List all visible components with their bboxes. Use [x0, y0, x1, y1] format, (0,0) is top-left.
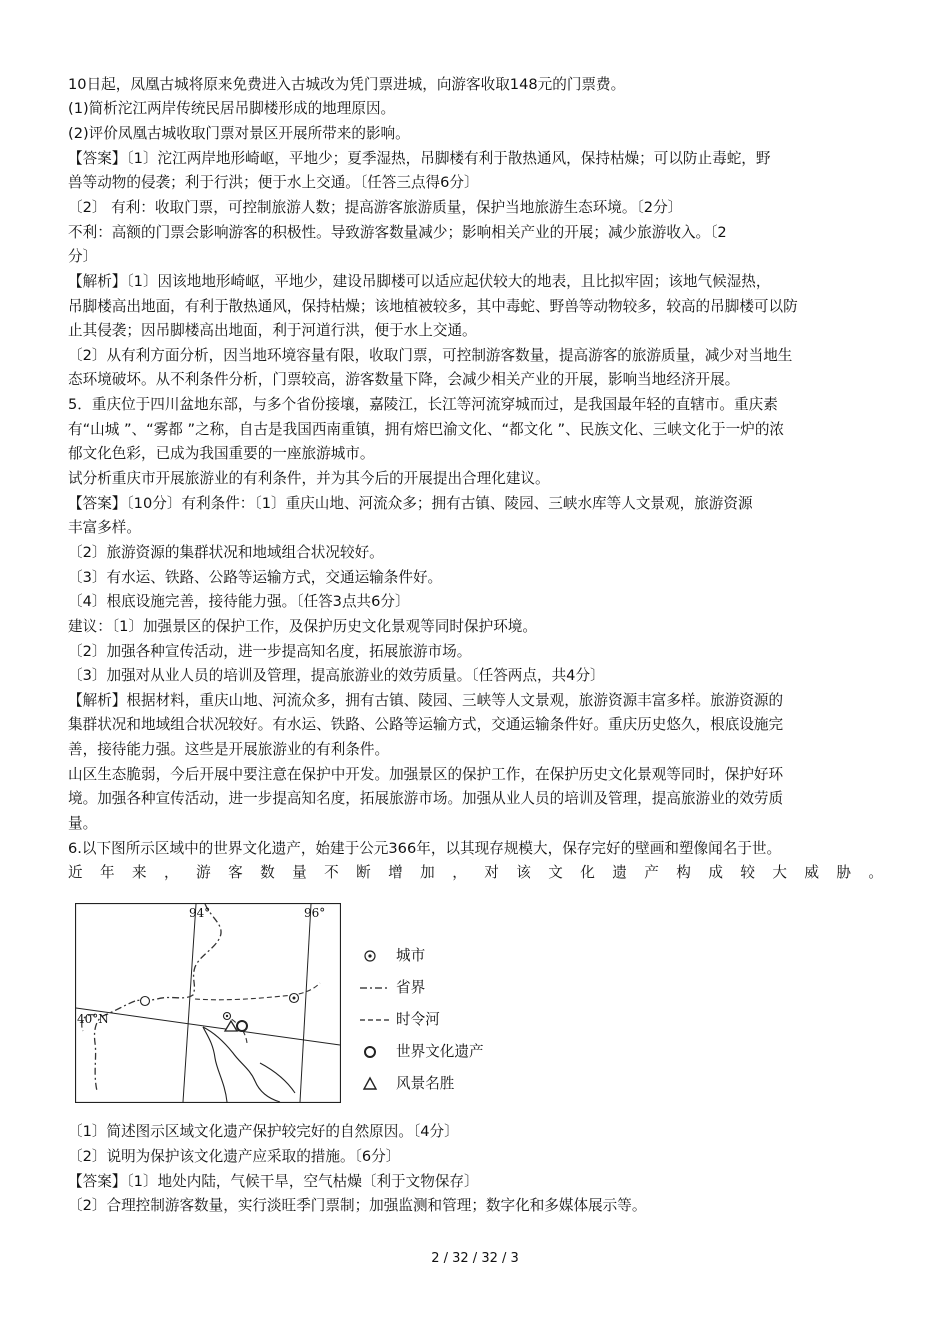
text-line: 吊脚楼高出地面，有利于散热通风，保持枯燥；该地植被较多，其中毒蛇、野兽等动物较多，较高的吊脚楼可以防	[68, 298, 798, 315]
text-line: 有“山城 ”、“雾都 ”之称，自古是我国西南重镇，拥有熔巴渝文化、“都文化 ”、民族文化、三峡文化于一炉的浓	[68, 421, 785, 438]
text-line: 〔2〕 有利：收取门票，可控制旅游人数；提高游客旅游质量，保护当地旅游生态环境。〔2分〕	[68, 199, 683, 216]
text-line: 止其侵袭；因吊脚楼高出地面，利于河道行洪，便于水上交通。	[68, 322, 477, 339]
text-line: 山区生态脆弱，今后开展中要注意在保护中开发。加强景区的保护工作，在保护历史文化景观等同时，保护好环	[68, 766, 784, 783]
text-line: 兽等动物的侵袭；利于行洪；便于水上交通。〔任答三点得6分〕	[68, 174, 479, 191]
text-line: 量。	[68, 815, 98, 832]
text-line: 〔2〕从有利方面分析，因当地环境容量有限，收取门票，可控制游客数量，提高游客的旅游质量，减少对当地生	[68, 347, 793, 364]
text-line: 6.以下图所示区域中的世界文化遗产，始建于公元366年，以其现存规模大，保存完好的壁画和塑像闻名于世。	[68, 840, 782, 857]
text-line: 〔1〕简述图示区域文化遗产保护较完好的自然原因。〔4分〕	[68, 1123, 459, 1140]
text-line: 【解析】根据材料，重庆山地、河流众多，拥有古镇、陵园、三峡等人文景观，旅游资源丰富多样。旅游资源的	[68, 692, 784, 709]
text-line: 【答案】〔1〕地处内陆，气候干旱，空气枯燥〔利于文物保存〕	[68, 1173, 479, 1190]
text-line: 〔2〕合理控制游客数量，实行淡旺季门票制；加强监测和管理；数字化和多媒体展示等。	[68, 1197, 647, 1214]
world-heritage-icon	[237, 1021, 247, 1031]
text-line: 【答案】〔10分〕有利条件：〔1〕重庆山地、河流众多；拥有古镇、陵园、三峡水库等人文景观，旅游资源	[68, 495, 753, 512]
text-line: 近年来，游客数量不断增加，对该文化遗产构成较大威胁。	[68, 864, 883, 881]
lon-label-96: 96°	[304, 906, 326, 920]
legend-label: 城市	[396, 947, 426, 964]
text-line: 不利：高额的门票会影响游客的积极性。导致游客数量减少；影响相关产业的开展；减少旅游收入。〔2	[68, 224, 727, 241]
text-line: 善，接待能力强。这些是开展旅游业的有利条件。	[68, 741, 390, 758]
map-frame	[76, 904, 341, 1103]
text-line: 〔3〕加强对从业人员的培训及管理，提高旅游业的效劳质量。〔任答两点，共4分〕	[68, 667, 605, 684]
lon-label-94: 94°	[189, 906, 211, 920]
text-line: (2)评价凤凰古城收取门票对景区开展所带来的影响。	[68, 125, 410, 142]
text-line: (1)简析沱江两岸传统民居吊脚楼形成的地理原因。	[68, 100, 396, 117]
region-map	[75, 903, 341, 1103]
city-icon	[141, 997, 150, 1006]
legend-label: 时令河	[396, 1011, 440, 1028]
text-line: 境。加强各种宣传活动，进一步提高知名度，拓展旅游市场。加强从业人员的培训及管理，提高旅游业的效劳质	[68, 790, 784, 807]
text-line: 丰富多样。	[68, 519, 141, 536]
text-line: 态环境破坏。从不利条件分析，门票较高，游客数量下降，会减少相关产业的开展，影响当地经济开展。	[68, 371, 740, 388]
map-legend	[360, 940, 530, 1100]
page-number: 2 / 32 / 32 / 3	[431, 1251, 519, 1266]
text-line: 集群状况和地域组合状况较好。有水运、铁路、公路等运输方式，交通运输条件好。重庆历史悠久，根底设施完	[68, 716, 784, 733]
city-icon	[360, 944, 390, 968]
text-line: 10日起，凤凰古城将原来免费进入古城改为凭门票进城，向游客收取148元的门票费。	[68, 76, 626, 93]
city-icon	[224, 1013, 231, 1020]
text-line: 〔2〕旅游资源的集群状况和地域组合状况较好。	[68, 544, 384, 561]
world-heritage-icon	[360, 1040, 390, 1064]
legend-label: 世界文化遗产	[396, 1043, 484, 1060]
text-line: 郁文化色彩，已成为我国重要的一座旅游城市。	[68, 445, 375, 462]
text-line: 【答案】〔1〕沱江两岸地形崎岖，平地少；夏季湿热，吊脚楼有利于散热通风，保持枯燥；可以防止毒蛇，野	[68, 150, 771, 167]
province-border-icon	[360, 976, 390, 1000]
text-line: 〔2〕说明为保护该文化遗产应采取的措施。〔6分〕	[68, 1148, 401, 1165]
text-line: 建议：〔1〕加强景区的保护工作，及保护历史文化景观等同时保护环境。	[68, 618, 537, 635]
text-line: 分〕	[68, 248, 98, 265]
city-icon	[290, 994, 299, 1003]
legend-label: 省界	[396, 979, 426, 996]
text-line: 〔3〕有水运、铁路、公路等运输方式，交通运输条件好。	[68, 569, 443, 586]
text-line: 〔2〕加强各种宣传活动，进一步提高知名度，拓展旅游市场。	[68, 643, 472, 660]
text-line: 试分析重庆市开展旅游业的有利条件，并为其今后的开展提出合理化建议。	[68, 470, 550, 487]
lat-label-40n: 40°N	[77, 1012, 109, 1026]
seasonal-river-icon	[360, 1008, 390, 1032]
scenic-spot-icon	[360, 1072, 390, 1096]
text-line: 【解析】〔1〕因该地地形崎岖，平地少，建设吊脚楼可以适应起伏较大的地表，且比拟牢固；该地气候湿热，	[68, 273, 771, 290]
legend-label: 风景名胜	[396, 1075, 455, 1092]
text-line: 5．重庆位于四川盆地东部，与多个省份接壤，嘉陵江，长江等河流穿城而过，是我国最年轻的直辖市。重庆素	[68, 396, 778, 413]
text-line: 〔4〕根底设施完善，接待能力强。〔任答3点共6分〕	[68, 593, 410, 610]
